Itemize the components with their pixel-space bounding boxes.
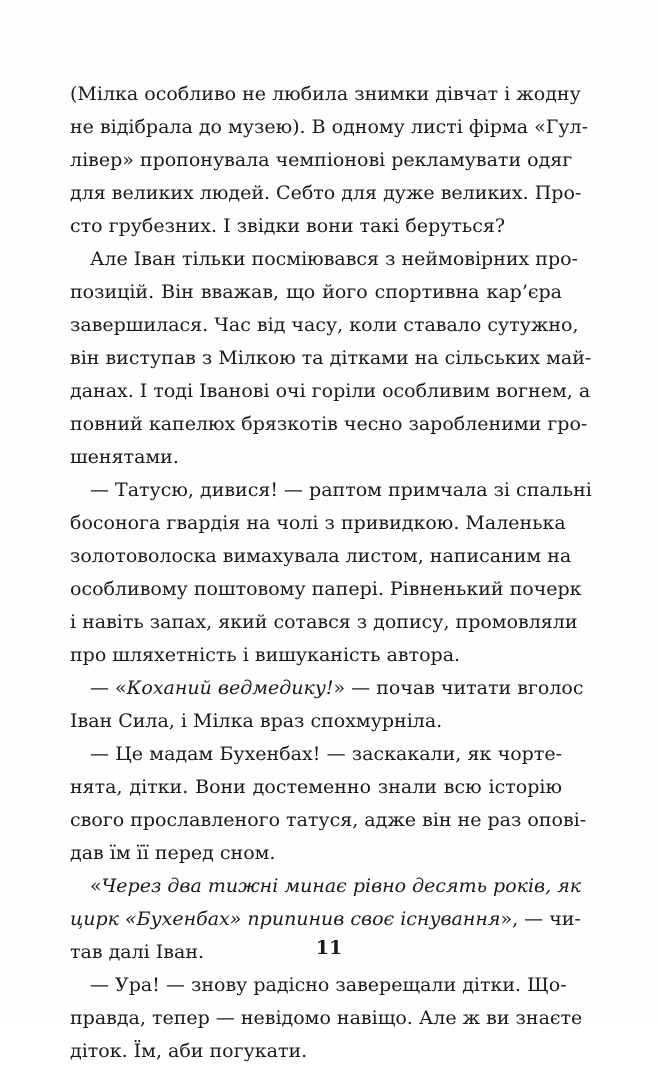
italic-quote: Коханий ведмедику! (126, 677, 334, 699)
paragraph (70, 474, 592, 672)
text-line: Але Іван тільки посміювався з неймовірних про- (90, 248, 578, 270)
text-line: золотоволоска вимахувала листом, написаним на (70, 545, 572, 567)
text-line: позицій. Він вважав, що його спортивна кар’єра (70, 281, 562, 303)
page-number: 11 (315, 937, 343, 959)
text-line (70, 705, 562, 738)
italic-quote: цирк «Бухенбах» припинив своє існування (70, 908, 501, 930)
text-segment: тав далі Іван. (70, 941, 205, 963)
text-line: — Це мадам Бухенбах! — заскакали, як чорте- (90, 743, 562, 765)
text-line: сто грубезних. І звідки вони такі беруться? (70, 215, 506, 237)
text-line: не відібрала до музею). В одному листі фірма «Гул- (70, 116, 589, 138)
paragraph (70, 969, 583, 1068)
text-line (70, 903, 581, 936)
text-line: дав їм її перед сном. (70, 842, 276, 864)
text-line: — Ура! — знову радісно заверещали дітки. Що- (90, 974, 567, 996)
text-line: босонога гвардія на чолі з привидкою. Маленька (70, 512, 566, 534)
text-line: він виступав з Мілкою та дітками на сільських май- (70, 347, 592, 369)
italic-quote: Через два тижні минає рівно десять років, як (101, 875, 582, 897)
text-line: для великих людей. Себто для дуже великих. Про- (70, 182, 582, 204)
text-line: діток. Їм, аби погукати. (70, 1040, 308, 1062)
paragraph (70, 672, 584, 738)
text-segment: Іван Сила, і Мілка враз спохмурніла. (70, 710, 443, 732)
text-line: і навіть запах, який сотався з допису, промовляли (70, 611, 578, 633)
text-segment: « (90, 875, 102, 897)
text-line: (Мілка особливо не любила знимки дівчат і жодну (70, 83, 581, 105)
text-line (70, 870, 582, 903)
text-segment: », — чи- (500, 908, 581, 930)
paragraph (70, 243, 592, 474)
text-line: нята, дітки. Вони достеменно знали всю історію (70, 776, 562, 798)
text-segment: — « (90, 677, 127, 699)
text-line: шенятами. (70, 446, 179, 468)
text-line (70, 672, 584, 705)
text-segment: » — почав читати вголос (333, 677, 584, 699)
text-line: — Татусю, дивися! — раптом примчала зі спальні (90, 479, 592, 501)
paragraph (70, 78, 589, 243)
text-line: правда, тепер — невідомо навіщо. Але ж ви знаєте (70, 1007, 583, 1029)
paragraph (70, 738, 587, 870)
text-line: лівер» пропонувала чемпіонові рекламувати одяг (70, 149, 573, 171)
text-line: про шляхетність і вишуканість автора. (70, 644, 461, 666)
body-text (70, 78, 592, 1068)
text-line: данах. І тоді Іванові очі горіли особливим вогнем, а (70, 380, 591, 402)
text-line: особливому поштовому папері. Рівненький почерк (70, 578, 582, 600)
text-line: свого прославленого татуся, адже він не раз опові- (70, 809, 587, 831)
text-line: завершилася. Час від часу, коли ставало сутужно, (70, 314, 579, 336)
text-line: повний капелюх брязкотів чесно заробленими гро- (70, 413, 588, 435)
